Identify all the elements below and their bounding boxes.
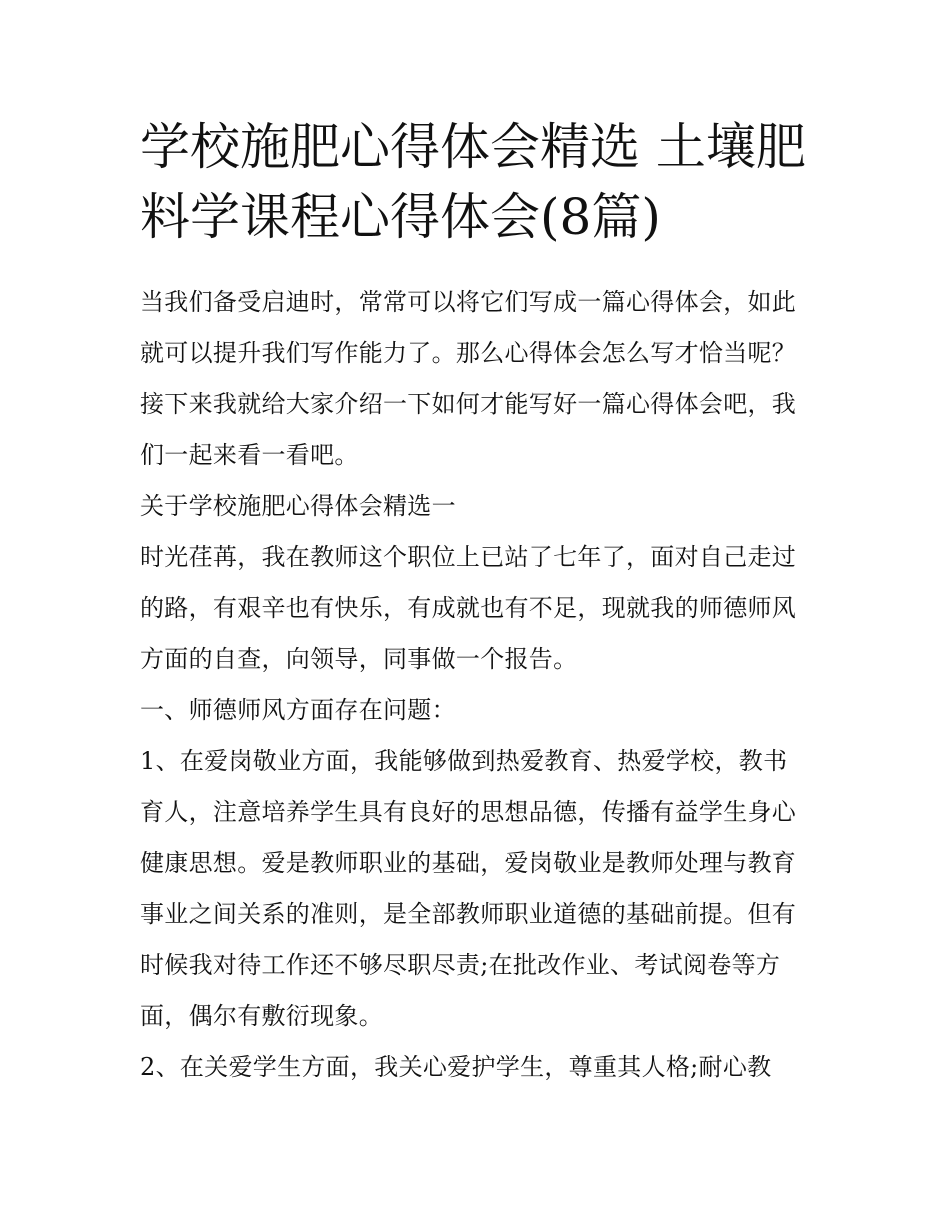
body-line-7: 的路，有艰辛也有快乐，有成就也有不足，现就我的师德师风 (140, 594, 797, 622)
body-line-8: 方面的自查，向领导，同事做一个报告。 (140, 645, 578, 673)
body-line-15: 面，偶尔有敷衍现象。 (140, 1002, 383, 1030)
title-line-1: 学校施肥心得体会精选 土壤肥 (140, 118, 806, 176)
body-line-4: 们一起来看一看吧。 (140, 441, 359, 469)
body-line-14: 时候我对待工作还不够尽职尽责;在批改作业、考试阅卷等方 (140, 951, 781, 979)
body-line-12: 健康思想。爱是教师职业的基础，爱岗敬业是教师处理与教育 (140, 849, 797, 877)
document-title (140, 112, 820, 252)
body-line-10: 1、在爱岗敬业方面，我能够做到热爱教育、热爱学校，教书 (140, 747, 788, 775)
section-heading: 关于学校施肥心得体会精选一 (140, 492, 456, 520)
body-line-16: 2、在关爱学生方面，我关心爱护学生，尊重其人格;耐心教 (140, 1053, 772, 1081)
body-line-13: 事业之间关系的准则，是全部教师职业道德的基础前提。但有 (140, 900, 797, 928)
title-line-2: 料学课程心得体会(8篇) (140, 188, 661, 246)
body-line-11: 育人，注意培养学生具有良好的思想品德，传播有益学生身心 (140, 798, 797, 826)
body-line-1: 当我们备受启迪时，常常可以将它们写成一篇心得体会，如此 (140, 288, 797, 316)
body-line-6: 时光荏苒，我在教师这个职位上已站了七年了，面对自己走过 (140, 543, 797, 571)
body-line-3: 接下来我就给大家介绍一下如何才能写好一篇心得体会吧，我 (140, 390, 797, 418)
body-line-2: 就可以提升我们写作能力了。那么心得体会怎么写才恰当呢？ (140, 339, 797, 367)
document-body (140, 277, 820, 1093)
subsection-heading: 一、师德师风方面存在问题： (140, 696, 456, 724)
